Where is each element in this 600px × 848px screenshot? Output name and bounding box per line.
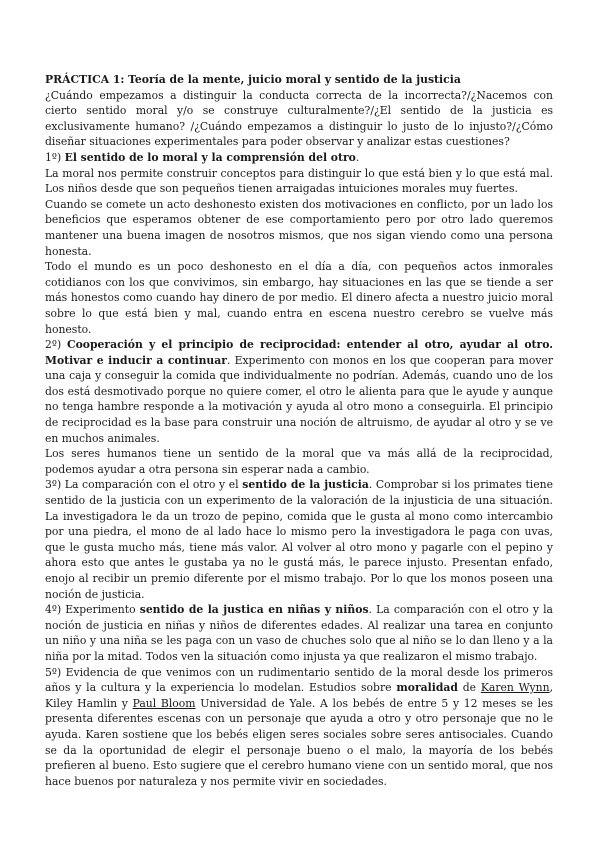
section-number: 2º) bbox=[45, 338, 67, 352]
section-1-paragraph-1: La moral nos permite construir conceptos para distinguir lo que está bien y lo que está mal. Los niños desde que son pequeños tienen arraigadas intuiciones morales muy fuertes. bbox=[45, 166, 553, 196]
intro-paragraph: ¿Cuándo empezamos a distinguir la conducta correcta de la incorrecta?/¿Nacemos con cierto sentido moral y/o se construye culturalmente?/¿El sentido de la justicia es exclusivamente humano? /¿Cuándo empezamos a distinguir lo justo de lo injusto?/¿Cómo diseñar situaciones experimentales para poder observar y analizar estas cuestiones? bbox=[45, 88, 553, 149]
section-2-paragraph-1 bbox=[45, 337, 553, 446]
section-5-paragraph bbox=[45, 665, 553, 790]
punctuation: . bbox=[355, 150, 360, 164]
section-title: sentido de la justica en niñas y niños bbox=[139, 603, 369, 617]
author-link-karen-wynn[interactable]: Karen Wynn bbox=[480, 681, 550, 695]
section-number: 1º) bbox=[45, 150, 65, 164]
section-lead: 4º) Experimento bbox=[45, 603, 140, 617]
section-1-paragraph-2: Cuando se comete un acto deshonesto existen dos motivaciones en conflicto, por un lado los beneficios que esperamos obtener de ese comportamiento pero por otro lado queremos mantener una buena imagen de nosotros mismos, que nos sigan viendo como una persona honesta. bbox=[45, 197, 553, 258]
document-page bbox=[45, 72, 553, 789]
section-body: . Comprobar si los primates tiene sentido de la justicia con un experimento de la valoración de la injusticia de una situación. La investigadora le da un trozo de pepino, comida que le gusta al mono como intercambio por una piedra, el mono de al lado hace lo mismo pero la investigadora le paga con uvas, que le gusta mucho más, tiene más valor. Al volver al otro mono y pagarle con el pepino y ahora esto que antes le gustaba ya no le gustá más, le parece injusto. Presentan enfado, enojo al recibir un premio diferente por el mismo trabajo. Por lo que los monos poseen una noción de justicia. bbox=[45, 478, 553, 601]
section-2-paragraph-2: Los seres humanos tiene un sentido de la moral que va más allá de la reciprocidad, podemos ayudar a otra persona sin esperar nada a cambio. bbox=[45, 447, 553, 476]
section-title: sentido de la justicia bbox=[242, 478, 369, 492]
section-body: . La comparación con el otro y la noción de justicia en niñas y niños de diferentes edades. Al realizar una tarea en conjunto un niño y una niña se les paga con un vaso de chuches solo que al niño se lo dan lleno y a la niña por la mitad. Todos ven la situación como injusta ya que realizaron el mismo trabajo. bbox=[45, 603, 553, 663]
section-title: El sentido de lo moral y la comprensión del otro bbox=[64, 150, 356, 164]
author-link-paul-bloom[interactable]: Paul Bloom bbox=[132, 696, 196, 710]
connector-text: de bbox=[457, 681, 481, 695]
section-body: Universidad de Yale. A los bebés de entre 5 y 12 meses se les presenta diferentes escenas con un personaje que ayuda a otro y otro personaje que no le ayuda. Karen sostiene que los bebés eligen seres sociales sobre seres antisociales. Cuando se da la oportunidad de elegir el personaje bueno o el malo, la mayoría de los bebés prefieren al bueno. Esto sugiere que el cerebro humano viene con un sentido moral, que nos hace buenos por naturaleza y nos permite vivir en sociedades. bbox=[45, 696, 554, 788]
section-4-paragraph bbox=[45, 602, 553, 664]
section-lead: 3º) La comparación con el otro y el bbox=[45, 478, 243, 492]
section-3-paragraph bbox=[45, 477, 553, 602]
section-1-paragraph-3: Todo el mundo es un poco deshonesto en el día a día, con pequeños actos inmorales cotidianos con los que convivimos, sin embargo, hay situaciones en las que se tiende a ser más honestos como cuando hay dinero de por medio. El dinero afecta a nuestro juicio moral sobre lo que está bien y mal, cuando entra en escena nuestro cerebro se vuelve más honesto. bbox=[45, 260, 553, 336]
section-lead: 5º) Evidencia de que venimos con un rudimentario sentido de la moral desde los primeros años y la cultura y la experiencia lo modelan. Estudios sobre bbox=[45, 665, 553, 695]
document-title: PRÁCTICA 1: Teoría de la mente, juicio moral y sentido de la justicia bbox=[45, 73, 461, 86]
connector-text: , Kiley Hamlin y bbox=[45, 681, 553, 710]
section-body: . Experimento con monos en los que cooperan para mover una caja y conseguir la comida que individualmente no podrían. Además, cuando uno de los dos está desmotivado porque no quiere comer, el otro le alienta para que le ayude y aunque no tenga hambre responde a la motivación y ayuda al otro mono a conseguirla. El principio de reciprocidad es la base para construir una noción de altruismo, de ayudar al otro y se ve en muchos animales. bbox=[45, 353, 553, 445]
section-title: Cooperación y el principio de reciprocidad: entender al otro, ayudar al otro. Motivar e inducir a continuar bbox=[45, 338, 553, 367]
section-1-heading bbox=[45, 150, 553, 166]
bold-term: moralidad bbox=[396, 681, 458, 695]
